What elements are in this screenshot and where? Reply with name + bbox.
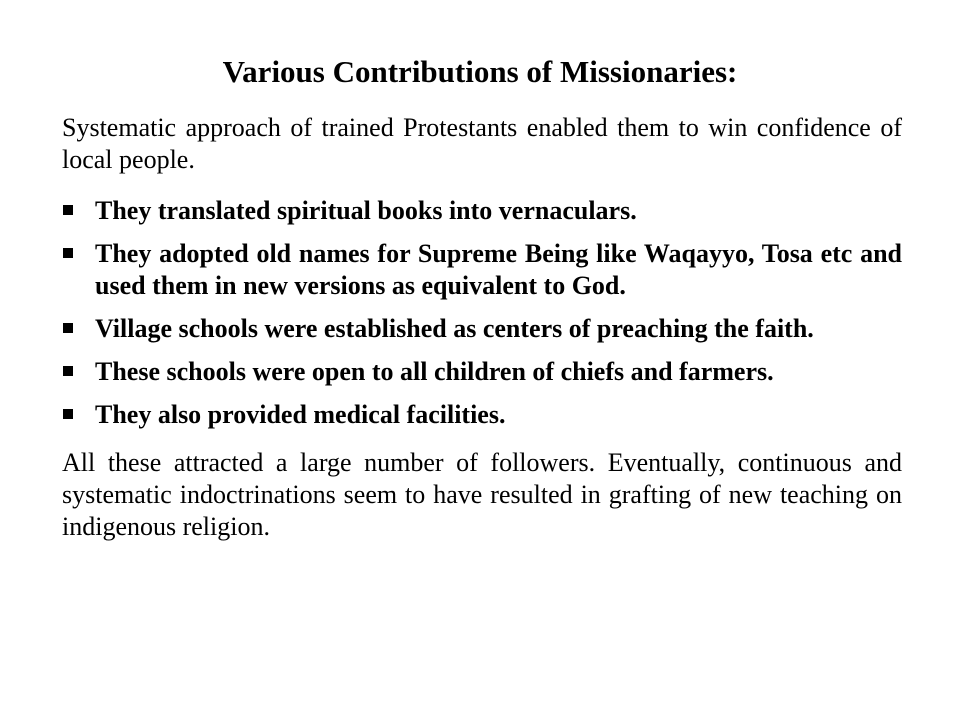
bullet-text: They translated spiritual books into vernaculars. [95, 196, 637, 225]
bullet-item [62, 313, 902, 345]
slide-content [62, 112, 902, 543]
square-bullet-icon [63, 409, 73, 419]
bullet-text: They adopted old names for Supreme Being like Waqayyo, Tosa etc and used them in new versions as equivalent to God. [95, 239, 902, 300]
slide-title: Various Contributions of Missionaries: [222, 54, 738, 89]
bullet-item [62, 399, 902, 431]
bullet-text: They also provided medical facilities. [95, 400, 506, 429]
square-bullet-icon [63, 323, 73, 333]
bullet-list [62, 195, 902, 431]
square-bullet-icon [63, 366, 73, 376]
square-bullet-icon [63, 205, 73, 215]
intro-paragraph: Systematic approach of trained Protestants enabled them to win confidence of local people. [62, 113, 902, 174]
conclusion-paragraph: All these attracted a large number of followers. Eventually, continuous and systematic indoctrinations seem to have resulted in grafting of new teaching on indigenous religion. [62, 448, 902, 541]
bullet-text: Village schools were established as centers of preaching the faith. [95, 314, 814, 343]
bullet-text: These schools were open to all children of chiefs and farmers. [95, 357, 774, 386]
bullet-item [62, 238, 902, 302]
bullet-item [62, 356, 902, 388]
square-bullet-icon [63, 248, 73, 258]
bullet-item [62, 195, 902, 227]
